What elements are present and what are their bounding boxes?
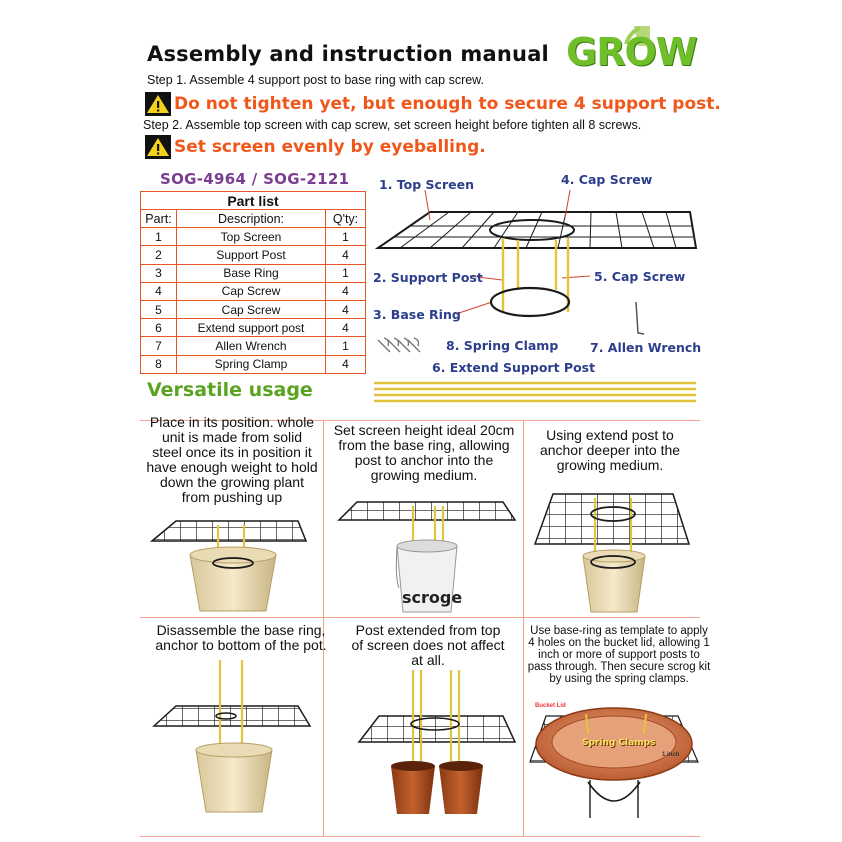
part-description: Extend support post: [177, 319, 326, 337]
part-qty: 4: [326, 282, 366, 300]
part-number: 8: [141, 355, 177, 373]
step-1-warning-text: Do not tighten yet, but enough to secure 4 support post.: [174, 94, 721, 114]
table-row: [141, 300, 366, 318]
part-qty: 4: [326, 355, 366, 373]
table-row: [141, 246, 366, 264]
divider: [140, 617, 700, 618]
parts-table-caption: Part list: [141, 192, 366, 210]
part-description: Base Ring: [177, 264, 326, 282]
warning-icon: [145, 135, 171, 159]
part-qty: 1: [326, 264, 366, 282]
label-cap-screw-5: 5. Cap Screw: [594, 269, 686, 284]
usage-text-4: Disassemble the base ring, anchor to bottom of the pot.: [155, 622, 327, 653]
table-row: [141, 228, 366, 246]
spring-clamp-illustration: [378, 338, 420, 352]
bucket-brand-label: scroge: [402, 588, 463, 607]
parts-table: [140, 191, 366, 374]
label-extend-post: 6. Extend Support Post: [432, 360, 596, 375]
step-2-warning-text: Set screen evenly by eyeballing.: [174, 137, 486, 157]
part-qty: 4: [326, 319, 366, 337]
model-number: SOG-4964 / SOG-2121: [160, 170, 350, 188]
part-number: 3: [141, 264, 177, 282]
usage-illustration-3: [533, 490, 693, 615]
usage-text-1: Place in its position. whole unit is made from solid steel once its in position it have enough weight to hold down the growing plant from pushing up: [146, 414, 318, 505]
table-row: [141, 264, 366, 282]
label-cap-screw-4: 4. Cap Screw: [561, 172, 653, 187]
part-number: 5: [141, 300, 177, 318]
usage-illustration-4: [150, 660, 320, 815]
label-spring-clamp: 8. Spring Clamp: [446, 338, 559, 353]
usage-illustration-6: [528, 700, 700, 820]
step-2-warning: [145, 135, 486, 159]
table-row: [141, 355, 366, 373]
warning-icon: [145, 92, 171, 116]
table-row: [141, 337, 366, 355]
usage-text-5: Post extended from top of screen does not affect at all.: [351, 622, 505, 668]
usage-illustration-5: [355, 666, 520, 816]
section-title: Versatile usage: [147, 379, 313, 401]
step-1-warning: [145, 92, 721, 116]
column-header-part: Part:: [141, 210, 177, 228]
part-qty: 1: [326, 337, 366, 355]
spring-clamps-label: Spring Clamps: [582, 738, 656, 748]
part-number: 2: [141, 246, 177, 264]
page-title: Assembly and instruction manual: [147, 42, 549, 66]
part-description: Top Screen: [177, 228, 326, 246]
usage-illustration-1: [148, 515, 313, 615]
label-support-post: 2. Support Post: [373, 270, 483, 285]
divider: [523, 420, 524, 836]
part-description: Support Post: [177, 246, 326, 264]
bucket-lid-label: Bucket Lid: [535, 703, 566, 709]
column-header-qty: Q'ty:: [326, 210, 366, 228]
part-number: 6: [141, 319, 177, 337]
grow-logo: [566, 24, 697, 74]
step-2-text: Step 2. Assemble top screen with cap screw, set screen height before tighten all 8 screws.: [143, 118, 642, 132]
lid-note-label: 1 inch: [662, 752, 680, 758]
label-top-screen: 1. Top Screen: [379, 177, 474, 192]
divider: [140, 836, 700, 837]
top-screen-illustration: [378, 212, 696, 248]
part-description: Spring Clamp: [177, 355, 326, 373]
part-qty: 4: [326, 300, 366, 318]
part-qty: 4: [326, 246, 366, 264]
part-qty: 1: [326, 228, 366, 246]
part-number: 7: [141, 337, 177, 355]
part-description: Allen Wrench: [177, 337, 326, 355]
column-header-description: Description:: [177, 210, 326, 228]
step-1-text: Step 1. Assemble 4 support post to base ring with cap screw.: [147, 73, 484, 87]
usage-text-3: Using extend post to anchor deeper into the growing medium.: [539, 427, 681, 473]
part-description: Cap Screw: [177, 300, 326, 318]
part-number: 4: [141, 282, 177, 300]
label-base-ring: 3. Base Ring: [373, 307, 461, 322]
grow-logo-text: GROW: [566, 30, 697, 74]
label-allen-wrench: 7. Allen Wrench: [590, 340, 702, 355]
part-description: Cap Screw: [177, 282, 326, 300]
usage-text-2: Set screen height ideal 20cm from the base ring, allowing post to anchor into the growing medium.: [333, 422, 515, 483]
table-row: [141, 282, 366, 300]
table-row: [141, 319, 366, 337]
usage-text-6: Use base-ring as template to apply 4 holes on the bucket lid, allowing 1 inch or more of support posts to pass through. Then secure scrog kit by using the spring clamps.: [527, 625, 711, 685]
part-number: 1: [141, 228, 177, 246]
